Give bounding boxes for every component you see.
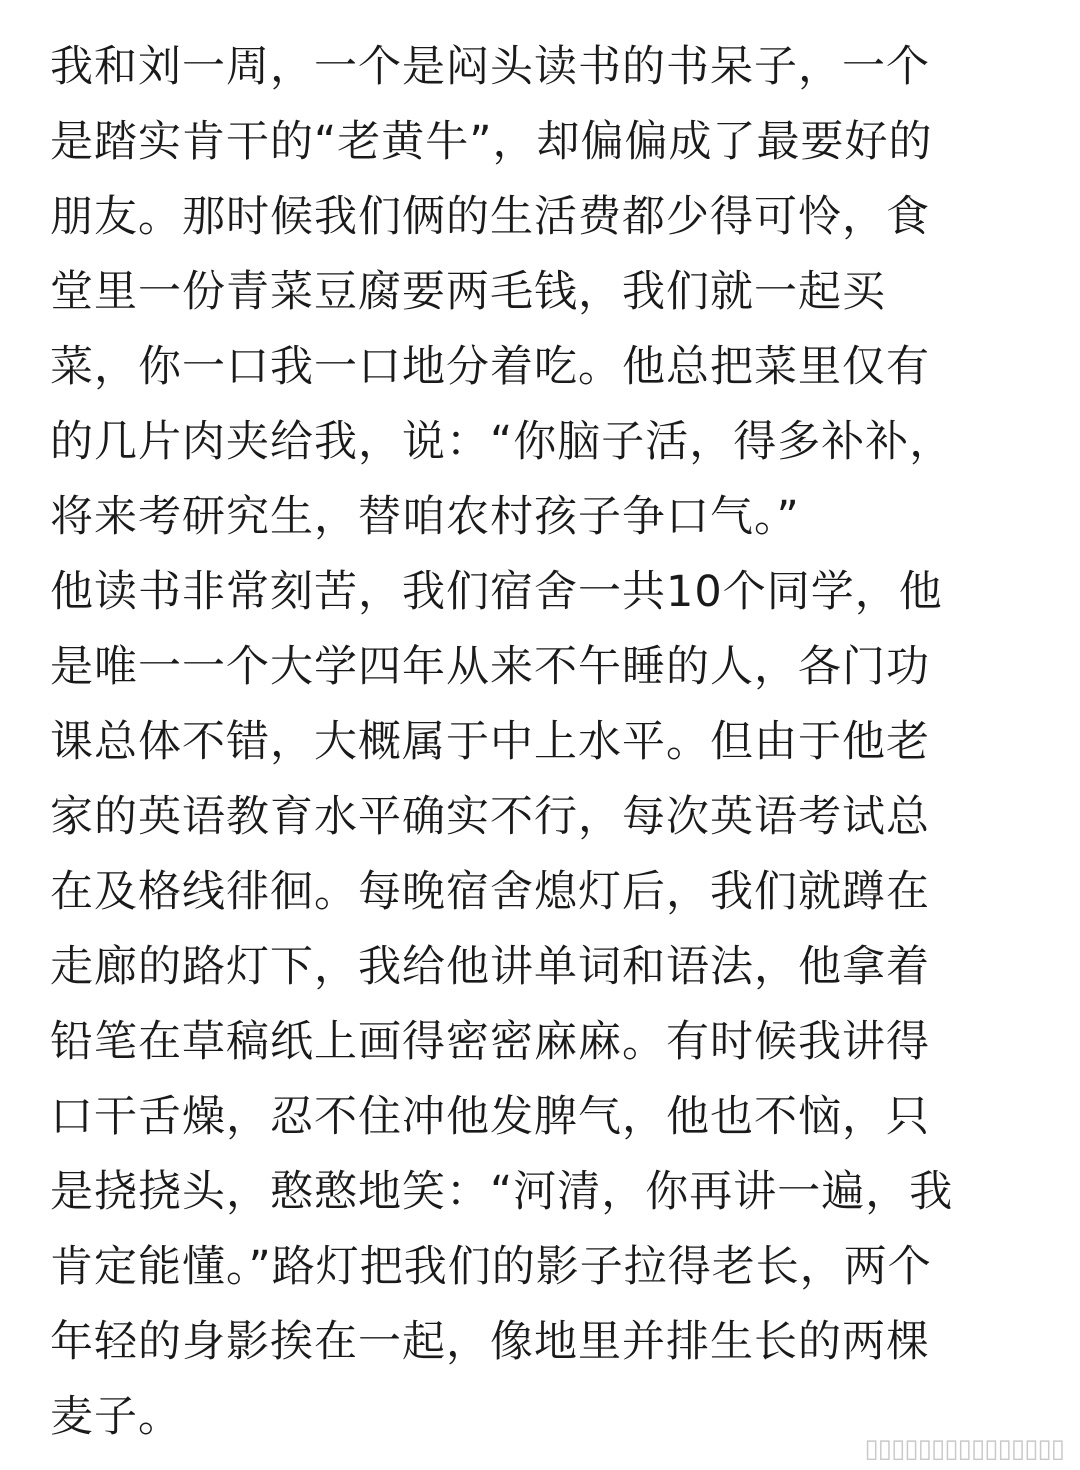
text-line: 是踏实肯干的“老黄牛”，却偏偏成了最要好的 — [50, 117, 933, 167]
text-line: 我和刘一周，一个是闷头读书的书呆子，一个 — [50, 42, 930, 92]
watermark: ▯▯▯▯▯▯▯▯▯▯▯▯▯▯▯ — [864, 1434, 1064, 1464]
text-line: 他读书非常刻苦，我们宿舍一共10个同学，他 — [50, 567, 943, 617]
text-line: 的几片肉夹给我，说：“你脑子活，得多补补， — [50, 417, 954, 467]
text-line: 朋友。那时候我们俩的生活费都少得可怜，食 — [50, 192, 930, 242]
text-line: 肯定能懂。”路灯把我们的影子拉得老长，两个 — [50, 1242, 932, 1292]
text-line: 是挠挠头，憨憨地笑：“河清，你再讲一遍，我 — [50, 1167, 954, 1217]
text-line: 课总体不错，大概属于中上水平。但由于他老 — [50, 717, 930, 767]
text-line: 年轻的身影挨在一起，像地里并排生长的两棵 — [50, 1317, 930, 1367]
text-line: 家的英语教育水平确实不行，每次英语考试总 — [50, 792, 930, 842]
text-line: 铅笔在草稿纸上画得密密麻麻。有时候我讲得 — [50, 1017, 930, 1067]
text-line: 将来考研究生，替咱农村孩子争口气。” — [50, 492, 800, 542]
text-line: 菜，你一口我一口地分着吃。他总把菜里仅有 — [50, 342, 930, 392]
text-line: 在及格线徘徊。每晚宿舍熄灯后，我们就蹲在 — [50, 867, 930, 917]
text-line: 堂里一份青菜豆腐要两毛钱，我们就一起买 — [50, 267, 886, 317]
article-body — [50, 30, 1040, 1455]
text-line: 麦子。 — [50, 1392, 182, 1442]
text-line: 是唯一一个大学四年从来不午睡的人，各门功 — [50, 642, 930, 692]
text-line: 口干舌燥，忍不住冲他发脾气，他也不恼，只 — [50, 1092, 930, 1142]
text-line: 走廊的路灯下，我给他讲单词和语法，他拿着 — [50, 942, 930, 992]
